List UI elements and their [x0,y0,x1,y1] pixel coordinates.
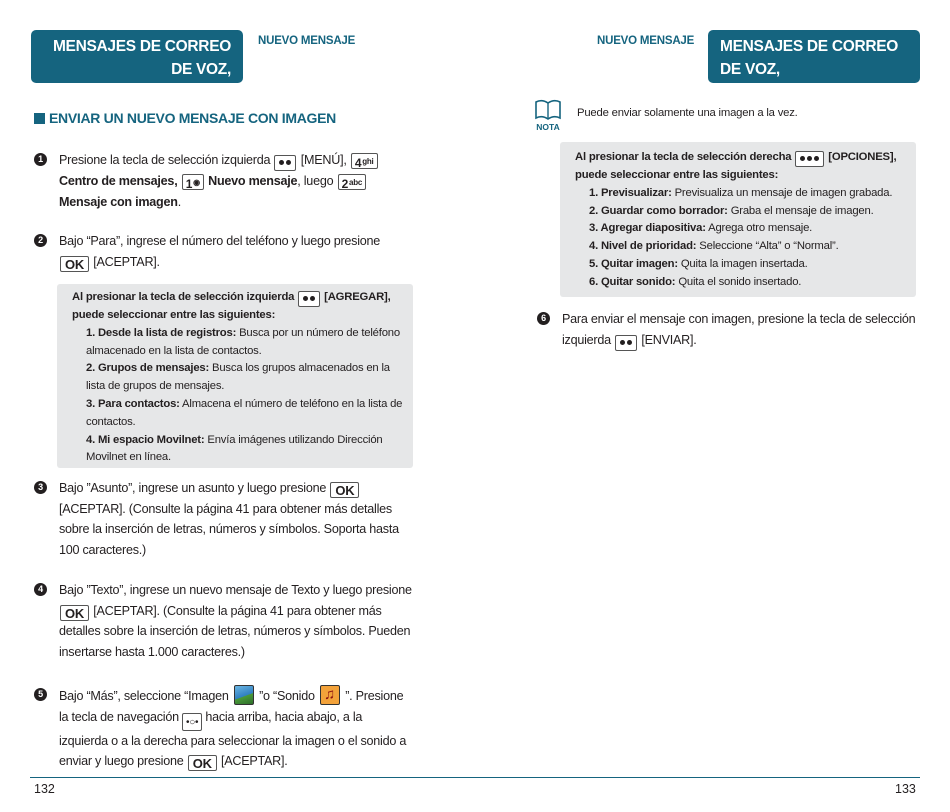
right-softkey-icon [795,151,824,167]
step-text: Para enviar el mensaje con imagen, presione la tecla de selección izquierda [562,312,916,347]
options-intro-text: [AGREGAR], puede seleccionar entre las siguientes: [72,291,391,321]
step-text: Bajo ”Texto”, ingrese un nuevo mensaje de Texto y luego presione [59,583,412,597]
option-item [589,185,908,203]
step-text: [ACEPTAR]. (Consulte la página 41 para obtener más detalles sobre la inserción de letras, números y símbolos. Soporta hasta 100 caracteres.) [59,501,399,557]
option-label: 2. Guardar como borrador: [589,204,728,217]
left-softkey-icon [298,291,320,307]
step-2 [34,231,414,272]
options-intro [72,289,405,325]
step-5 [34,685,414,772]
note-text: Puede enviar solamente una imagen a la vez. [577,107,798,119]
navigation-key-icon: •○• [182,713,202,731]
option-item [589,274,908,292]
open-book-icon [532,98,564,122]
key-label: 2 [341,177,349,191]
option-label: 4. Mi espacio Movilnet: [86,433,205,446]
step-number: 6 [537,312,550,325]
left-softkey-icon [274,155,296,171]
option-item [86,360,405,396]
option-text: Quita el sonido insertado. [678,275,802,288]
option-text: Quita la imagen insertada. [680,257,808,270]
step-text: Bajo ”Asunto”, ingrese un asunto y luego presione [59,481,327,495]
step-number: 4 [34,583,47,596]
step-number: 3 [34,481,47,494]
step-text: ”. Presione la tecla de navegación [59,689,404,724]
key-label: 4 [354,156,362,170]
left-softkey-icon [615,335,637,351]
bullet-square-icon [34,113,45,124]
options-box [560,142,916,297]
step-text: [MENÚ], [300,153,347,167]
image-picture-icon [234,685,254,705]
option-text: Previsualiza un mensaje de imagen grabada. [674,186,893,199]
key-sublabel: ghi [362,157,374,166]
options-intro [575,149,908,185]
option-item [86,325,405,361]
key-4-icon [351,153,378,169]
subheading: NUEVO MENSAJE [597,35,695,47]
step-text: Bajo “Para”, ingrese el número del teléfono y luego presione [59,234,381,248]
page-number: 133 [895,782,916,796]
option-label: 2. Grupos de mensajes: [86,362,210,375]
key-2-icon [338,174,366,190]
ok-key-icon: OK [330,482,359,498]
ok-key-icon: OK [60,605,89,621]
page-number: 132 [34,782,55,796]
option-item [589,203,908,221]
option-text: Agrega otro mensaje. [708,222,813,235]
option-label: 4. Nivel de prioridad: [589,240,697,253]
step-6 [537,309,917,351]
option-text: Seleccione “Alta” o “Normal”. [699,240,839,253]
step-text-bold: Nuevo mensaje [208,174,298,188]
note-label: NOTA [536,122,560,132]
options-intro-text: [OPCIONES], puede seleccionar entre las siguientes: [575,151,897,181]
footer-divider [475,777,920,778]
option-text: Graba el mensaje de imagen. [730,204,874,217]
options-box [57,284,413,468]
option-item [86,432,405,468]
option-text: Envía imágenes utilizando Dirección Movilnet en línea. [86,433,383,464]
key-1-voicemail-icon: 1◉ [182,174,204,190]
step-number: 5 [34,688,47,701]
step-text-bold: Mensaje con imagen [59,194,178,209]
option-text: Almacena el número de teléfono en la lista de contactos. [86,397,403,428]
options-intro-text: Al presionar la tecla de selección derecha [575,151,792,163]
ok-key-icon: OK [60,256,89,272]
option-text: Busca por un número de teléfono almacenado en la lista de contactos. [86,326,400,357]
ok-key-icon: OK [188,755,217,771]
section-title-text: ENVIAR UN NUEVO MENSAJE CON IMAGEN [49,110,336,126]
option-item [589,256,908,274]
step-3 [34,478,414,560]
right-page [475,0,950,812]
option-item [589,220,908,238]
chapter-tab-line2: TEXTO, IMAGEN Y VIDEO [48,84,231,101]
option-item [589,238,908,256]
chapter-tab [31,30,243,101]
step-number: 1 [34,153,47,166]
option-label: 3. Para contactos: [86,397,180,410]
step-number: 2 [34,234,47,247]
chapter-tab-line1: MENSAJES DE CORREO DE VOZ, [52,38,231,78]
step-text: [ENVIAR]. [641,332,697,347]
option-item [86,396,405,432]
step-text: hacia arriba, hacia abajo, a la izquierda o a la derecha para seleccionar la imagen o el sonido a enviar y luego presione [59,709,407,768]
sound-music-icon [320,685,340,705]
option-label: 1. Previsualizar: [589,186,672,199]
option-label: 5. Quitar imagen: [589,257,678,270]
step-text: , luego [297,174,334,188]
options-intro-text: Al presionar la tecla de selección izquierda [72,291,295,303]
subheading: NUEVO MENSAJE [258,35,356,47]
section-title [34,110,336,126]
step-text-bold: Centro de mensajes [59,174,175,188]
step-text: [ACEPTAR]. [93,254,160,269]
step-text: [ACEPTAR]. [220,754,288,768]
step-text: ”o “Sonido [259,689,315,703]
option-label: 3. Agregar diapositiva: [589,222,706,235]
step-4 [34,580,414,662]
step-text: Presione la tecla de selección izquierda [59,153,271,167]
footer-divider [30,777,475,778]
step-1: 1 Presione la tecla de selección izquierda [MENÚ], $4^{ghi}$ Centro de mensajes, 1◉ Nuevo mensaje, luego $2^{abc}$ Mensaje con imagen. [34,150,414,212]
chapter-tab-line1: MENSAJES DE CORREO DE VOZ, [720,38,899,78]
note-book-icon [532,98,564,134]
option-text: Busca los grupos almacenados en la lista de grupos de mensajes. [86,362,390,393]
chapter-tab [708,30,920,101]
key-label: 1 [185,177,193,191]
key-sublabel: abc [349,178,363,187]
option-label: 1. Desde la lista de registros: [86,326,237,339]
chapter-tab-line2: TEXTO, IMAGEN Y VIDEO [720,84,903,101]
option-label: 6. Quitar sonido: [589,275,676,288]
step-text: Bajo “Más”, seleccione “Imagen [59,689,229,703]
step-text: [ACEPTAR]. (Consulte la página 41 para obtener más detalles sobre la inserción de letras, números y símbolos. Pueden insertarse hasta 1.000 caracteres.) [59,603,411,659]
